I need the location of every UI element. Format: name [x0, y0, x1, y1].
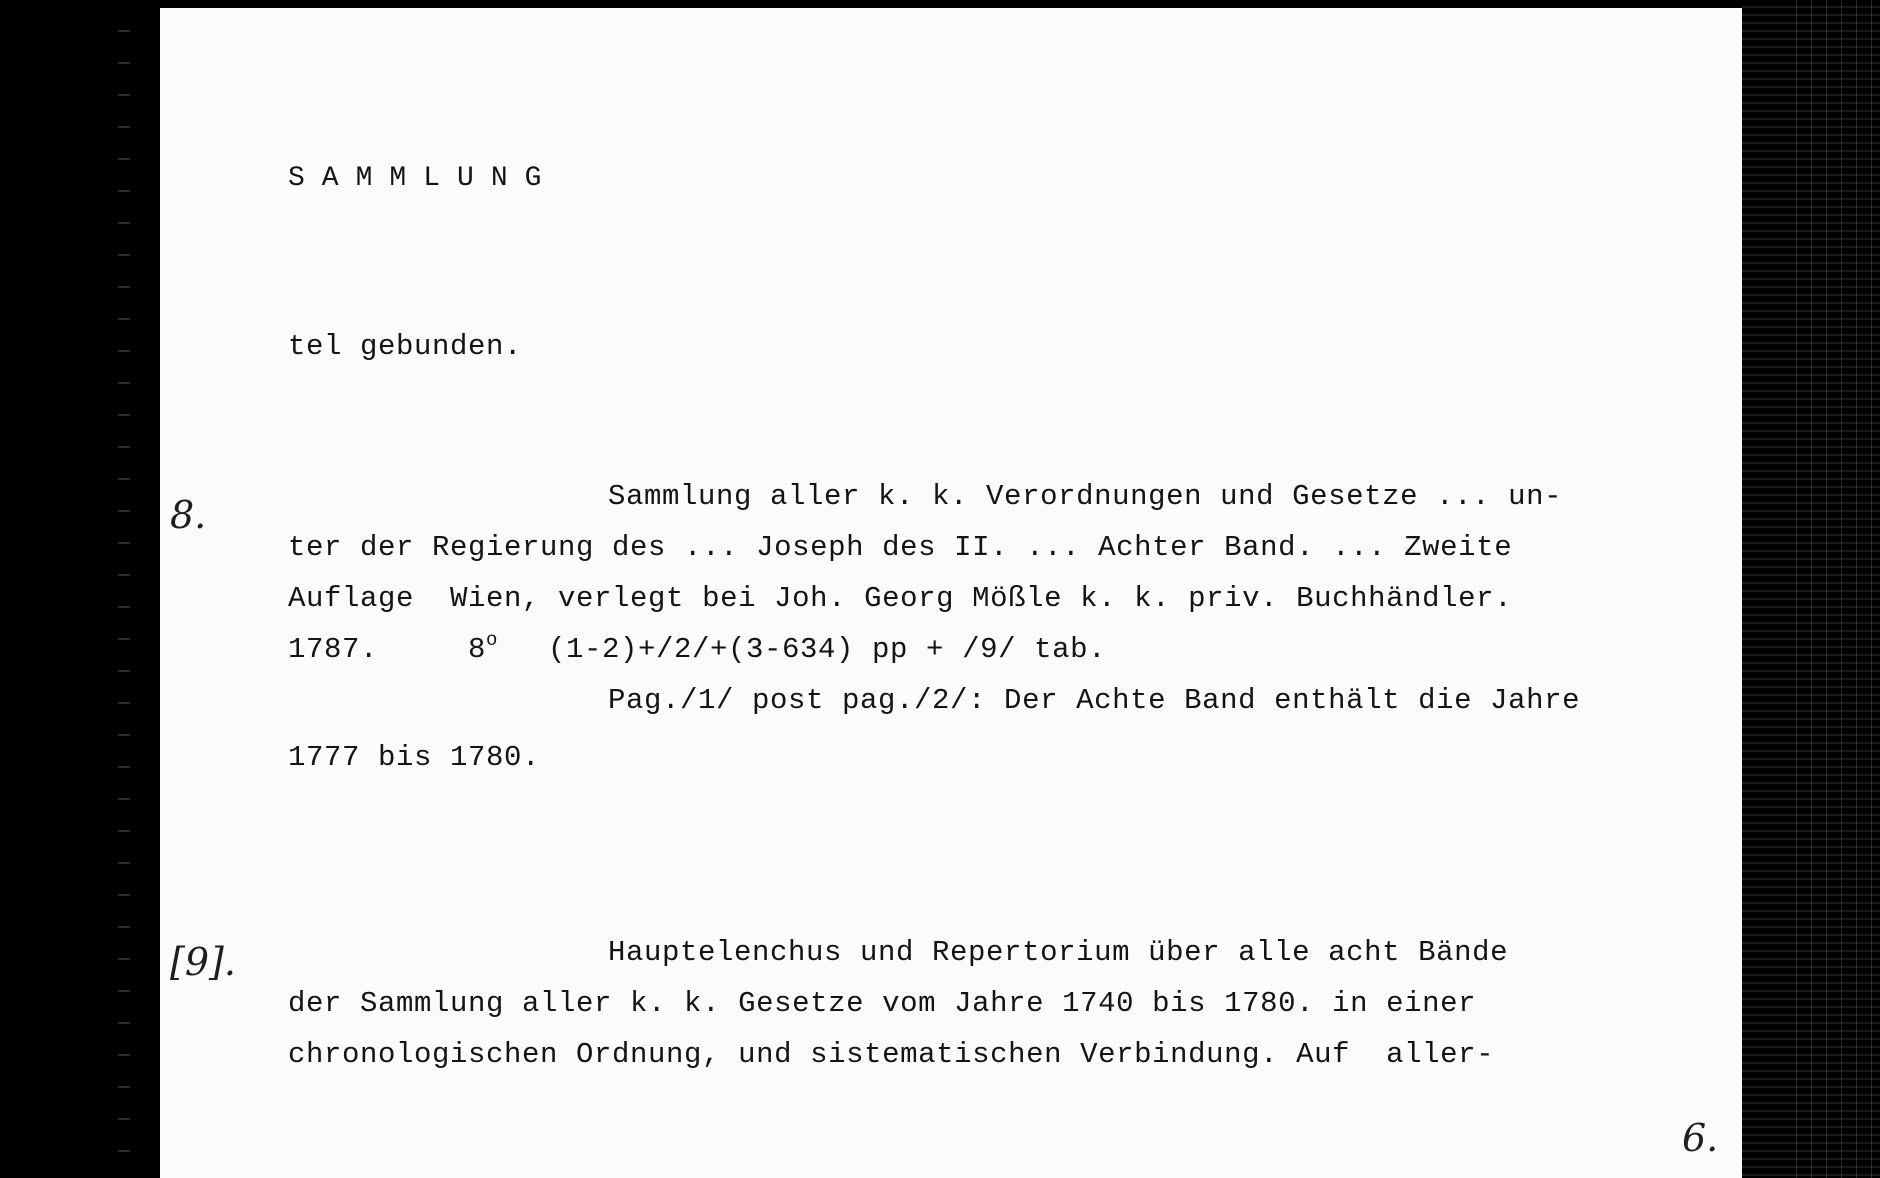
- entry-8-number: 8.: [170, 493, 207, 537]
- entry-8-line-5: Pag./1/ post pag./2/: Der Achte Band enthält die Jahre: [608, 684, 1581, 717]
- entry-8-format-value: 8: [468, 633, 487, 666]
- entry-9-number: [9].: [170, 940, 236, 984]
- entry-8-line-6: 1777 bis 1780.: [288, 741, 541, 774]
- scan-right-margin: [1742, 0, 1880, 1178]
- entry-9-line-3: chronologischen Ordnung, und sistematischen Verbindung. Auf aller-: [288, 1038, 1495, 1071]
- entry-8-line-2: ter der Regierung des ... Joseph des II. ... Achter Band. ... Zweite: [288, 531, 1513, 564]
- catalog-card: [160, 8, 1742, 1178]
- entry-8-line-1: Sammlung aller k. k. Verordnungen und Gesetze ... un-: [608, 480, 1563, 513]
- card-heading: SAMMLUNG: [288, 163, 559, 194]
- entry-8-line-4: (1-2)+/2/+(3-634) pp + /9/ tab.: [548, 633, 1107, 666]
- entry-8-line-3: Auflage Wien, verlegt bei Joh. Georg Mößle k. k. priv. Buchhändler.: [288, 582, 1513, 615]
- continuation-line: tel gebunden.: [288, 330, 523, 363]
- entry-8-format-superscript: o: [486, 629, 499, 651]
- entry-9-line-2: der Sammlung aller k. k. Gesetze vom Jahre 1740 bis 1780. in einer: [288, 987, 1477, 1020]
- page-number: 6.: [1682, 1116, 1719, 1160]
- entry-9-line-1: Hauptelenchus und Repertorium über alle acht Bände: [608, 936, 1509, 969]
- scan-left-margin: [0, 0, 160, 1178]
- entry-8-year: 1787.: [288, 633, 379, 666]
- entry-8-format: [468, 629, 499, 666]
